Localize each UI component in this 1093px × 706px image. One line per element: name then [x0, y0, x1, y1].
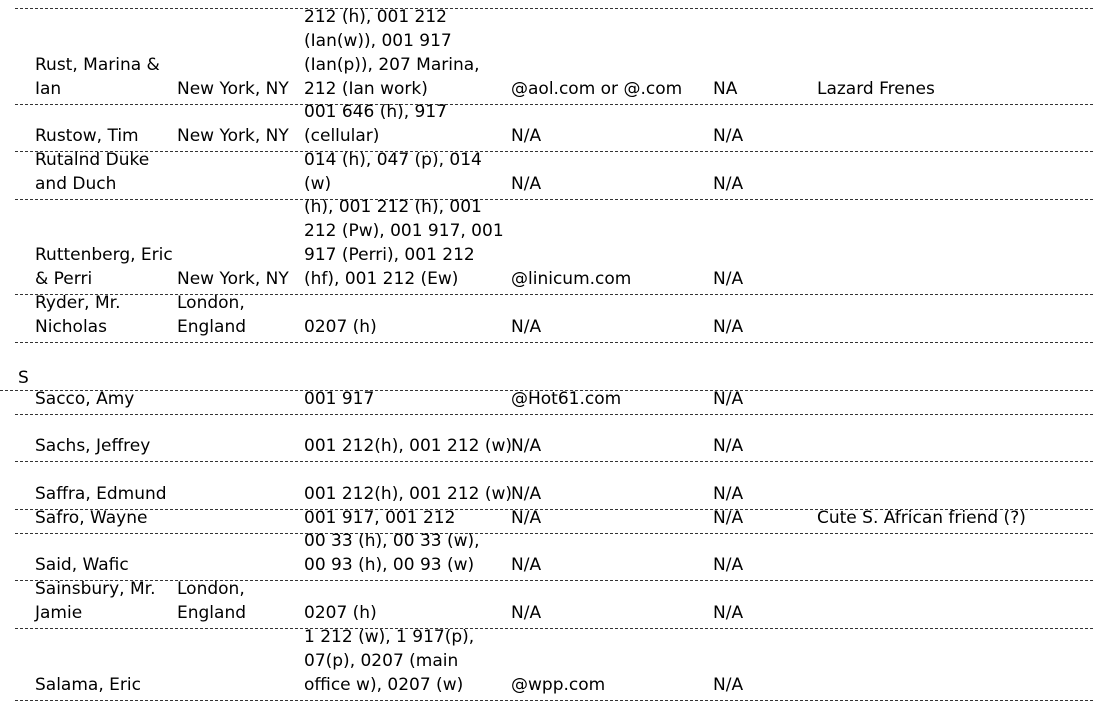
contact-phone-line: 212 (Ian work): [304, 79, 428, 99]
contact-email-line: N/A: [511, 174, 542, 194]
contact-name: [35, 148, 149, 196]
contact-name-line: Said, Wafic: [35, 555, 129, 575]
contact-phone-line: 001 646 (h), 917: [304, 102, 447, 122]
contact-name: [35, 387, 134, 411]
table-row: [0, 580, 1093, 628]
contact-fax: [713, 553, 743, 577]
contact-notes-line: Cute S. African friend (?): [817, 508, 1026, 528]
contact-email-line: N/A: [511, 436, 542, 456]
table-row: [0, 414, 1093, 461]
contact-email: [511, 77, 682, 101]
contact-fax-line: N/A: [713, 508, 744, 528]
row-divider: [15, 700, 1093, 701]
contact-fax-line: N/A: [713, 174, 744, 194]
contact-email-line: N/A: [511, 555, 542, 575]
table-row: [0, 151, 1093, 199]
contact-email-line: N/A: [511, 484, 542, 504]
contact-name-line: Rutalnd Duke: [35, 150, 150, 170]
contact-phone-line: 212 (h), 001 212: [304, 7, 447, 27]
table-row: [0, 104, 1093, 151]
contact-fax: [713, 434, 743, 458]
contact-email-line: N/A: [511, 317, 542, 337]
contact-name-line: Salama, Eric: [35, 675, 141, 695]
contact-name-line: Ryder, Mr.: [35, 293, 121, 313]
contact-fax: [713, 124, 743, 148]
contact-fax-line: NA: [713, 79, 738, 99]
contact-notes: [817, 77, 935, 101]
contact-phone: [304, 387, 374, 411]
contact-phone-line: 00 93 (h), 00 93 (w): [304, 555, 475, 575]
contact-fax: [713, 172, 743, 196]
contact-phone-line: (hf), 001 212 (Ew): [304, 269, 459, 289]
section-letter: S: [18, 368, 29, 388]
contact-phone-line: (w): [304, 174, 332, 194]
contact-location: [177, 77, 289, 101]
contact-fax: [713, 315, 743, 339]
contact-name-line: Rustow, Tim: [35, 126, 139, 146]
contact-name-line: and Duch: [35, 174, 117, 194]
contact-email: [511, 387, 621, 411]
contact-name: [35, 124, 139, 148]
contact-name-line: Sainsbury, Mr.: [35, 579, 156, 599]
contact-phone: [304, 5, 480, 101]
contact-name-line: & Perri: [35, 269, 93, 289]
contact-phone-line: 00 33 (h), 00 33 (w),: [304, 531, 480, 551]
contact-location-line: New York, NY: [177, 79, 289, 99]
contact-phone-line: 001 212(h), 001 212 (w): [304, 436, 513, 456]
table-row: [0, 390, 1093, 414]
contact-location-line: New York, NY: [177, 269, 289, 289]
contact-fax-line: N/A: [713, 317, 744, 337]
contact-phone: [304, 529, 480, 577]
contact-phone: [304, 315, 377, 339]
contact-name-line: Sachs, Jeffrey: [35, 436, 151, 456]
contact-location-line: England: [177, 317, 247, 337]
contact-name: [35, 577, 156, 625]
contact-name-line: Ruttenberg, Eric: [35, 245, 173, 265]
contact-name: [35, 673, 141, 697]
contact-fax: [713, 601, 743, 625]
contact-email: [511, 434, 541, 458]
table-row: [0, 628, 1093, 700]
contact-location-line: England: [177, 603, 247, 623]
table-row: [0, 294, 1093, 342]
contact-email: [511, 673, 605, 697]
contact-location-line: London,: [177, 293, 245, 313]
contact-email: [511, 315, 541, 339]
row-divider: [15, 342, 1093, 343]
contact-phone-line: (Ian(w)), 001 917: [304, 31, 452, 51]
contact-notes: [817, 506, 1026, 530]
contact-fax: [713, 482, 743, 506]
contact-name-line: Jamie: [35, 603, 83, 623]
contact-fax: [713, 77, 737, 101]
contact-name-line: Safro, Wayne: [35, 508, 148, 528]
contact-phone: [304, 195, 504, 291]
contact-email: [511, 267, 631, 291]
contact-phone-line: (h), 001 212 (h), 001: [304, 197, 482, 217]
contact-phone: [304, 506, 455, 530]
contact-phone-line: office w), 0207 (w): [304, 675, 464, 695]
contact-fax-line: N/A: [713, 484, 744, 504]
contact-email: [511, 553, 541, 577]
contact-phone: [304, 148, 482, 196]
contact-email: [511, 124, 541, 148]
contact-phone-line: 212 (Pw), 001 917, 001: [304, 221, 504, 241]
contact-name: [35, 291, 121, 339]
contact-name: [35, 506, 147, 530]
contact-name: [35, 434, 150, 458]
table-row: [0, 533, 1093, 580]
contact-fax-line: N/A: [713, 389, 744, 409]
contact-email: [511, 482, 541, 506]
contact-email: [511, 601, 541, 625]
contact-name-line: Ian: [35, 79, 62, 99]
table-row: [0, 199, 1093, 294]
contact-email-line: N/A: [511, 603, 542, 623]
contact-fax: [713, 506, 743, 530]
contact-phone-line: (Ian(p)), 207 Marina,: [304, 55, 480, 75]
contact-phone-line: 0207 (h): [304, 317, 377, 337]
contact-email-line: N/A: [511, 126, 542, 146]
contact-location: [177, 291, 246, 339]
contact-fax-line: N/A: [713, 555, 744, 575]
contact-name: [35, 482, 167, 506]
contact-name: [35, 553, 129, 577]
contact-name-line: Nicholas: [35, 317, 107, 337]
contact-phone: [304, 625, 474, 697]
contact-phone-line: 07(p), 0207 (main: [304, 651, 459, 671]
contact-fax-line: N/A: [713, 126, 744, 146]
contact-email-line: N/A: [511, 508, 542, 528]
contact-phone-line: 1 212 (w), 1 917(p),: [304, 627, 475, 647]
contact-name: [35, 53, 160, 101]
contact-phone-line: 917 (Perri), 001 212: [304, 245, 475, 265]
contact-email: [511, 506, 541, 530]
contact-email-line: @linicum.com: [511, 269, 632, 289]
contact-location-line: London,: [177, 579, 245, 599]
contact-phone: [304, 100, 447, 148]
contact-email-line: @Hot61.com: [511, 389, 622, 409]
contact-fax: [713, 267, 743, 291]
contact-location-line: New York, NY: [177, 126, 289, 146]
contact-fax-line: N/A: [713, 269, 744, 289]
contact-phone-line: (cellular): [304, 126, 380, 146]
contact-fax: [713, 387, 743, 411]
contact-location: [177, 267, 289, 291]
contact-email-line: @wpp.com: [511, 675, 606, 695]
table-row: [0, 8, 1093, 104]
contact-name-line: Rust, Marina &: [35, 55, 160, 75]
contact-phone: [304, 434, 512, 458]
contact-fax-line: N/A: [713, 436, 744, 456]
contact-phone-line: 014 (h), 047 (p), 014: [304, 150, 482, 170]
contact-location: [177, 577, 246, 625]
contact-fax-line: N/A: [713, 675, 744, 695]
contact-name-line: Sacco, Amy: [35, 389, 135, 409]
contact-phone-line: 0207 (h): [304, 603, 377, 623]
contact-location: [177, 124, 289, 148]
contact-phone: [304, 601, 377, 625]
table-row: [0, 461, 1093, 509]
contact-fax-line: N/A: [713, 603, 744, 623]
contact-email-line: @aol.com or @.com: [511, 79, 683, 99]
contact-name: [35, 243, 173, 291]
contact-phone-line: 001 917, 001 212: [304, 508, 456, 528]
table-row: [0, 509, 1093, 533]
contact-phone-line: 001 212(h), 001 212 (w): [304, 484, 513, 504]
contact-name-line: Saffra, Edmund: [35, 484, 167, 504]
contact-notes-line: Lazard Frenes: [817, 79, 935, 99]
contact-phone-line: 001 917: [304, 389, 375, 409]
contact-fax: [713, 673, 743, 697]
contact-phone: [304, 482, 512, 506]
contact-email: [511, 172, 541, 196]
